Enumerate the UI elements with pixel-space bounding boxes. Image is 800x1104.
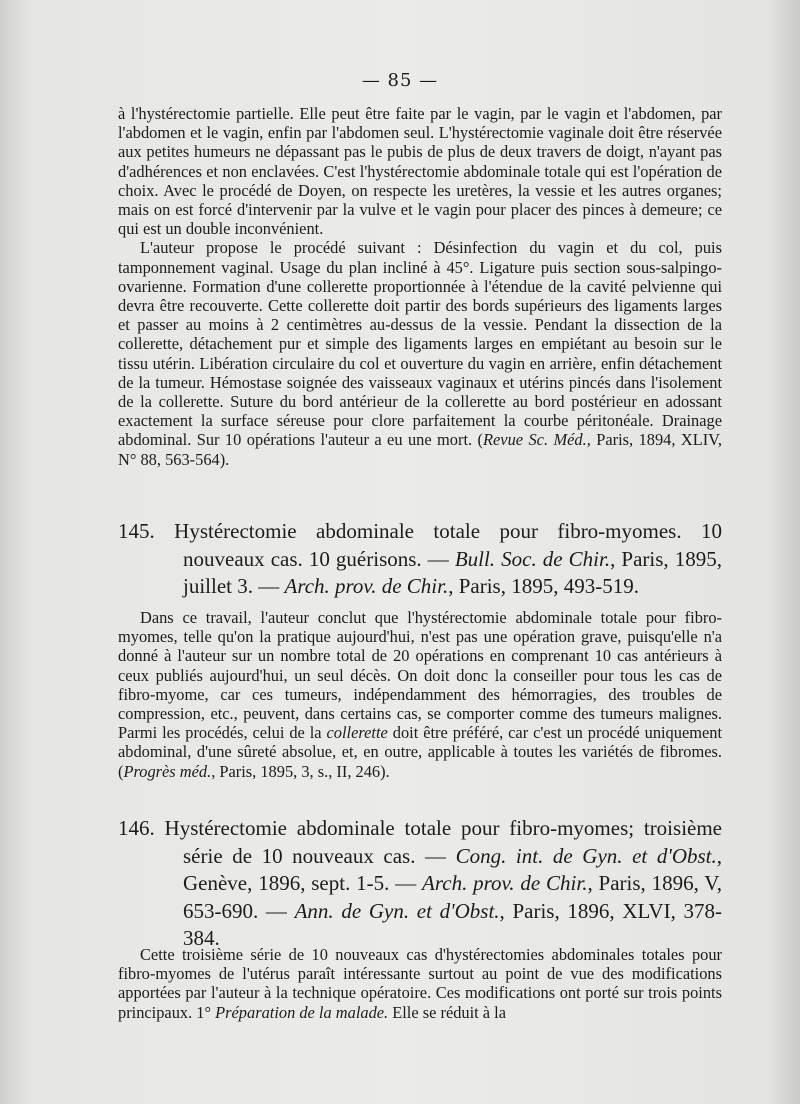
summary-146: Cette troisième série de 10 nouveaux cas d'hystérectomies abdominales totales pour fibro-myomes de l'utérus paraît intéressante surtout au point de vue des modifications apportées par l'auteur à la technique opératoire. Ces modifications ont porté sur trois points principaux. 1° Préparation de la malade. Elle se réduit à la [118,945,722,1022]
paragraph-hysterectomy-routes: à l'hystérectomie partielle. Elle peut être faite par le vagin, par le vagin et l'abdomen, par l'abdomen et le vagin, enfin par l'abdomen seul. L'hystérectomie vaginale doit être réservée aux petites humeurs ne dépassant pas le pubis de plus de deux travers de doigt, n'ayant pas d'adhérences et non enclavées. C'est l'hystérectomie abdominale totale qui est l'opération de choix. Avec le procédé de Doyen, on respecte les uretères, la vessie et les autres organes; mais on est forcé d'intervenir par la vulve et le vagin pour placer des pinces à demeure; ce qui est un double inconvénient. [118,104,722,239]
reference-journal: Ann. de Gyn. et d'Obst. [294,898,500,923]
reference-journal: Revue Sc. Méd. [483,430,587,450]
emphasis-term: Préparation de la malade. [215,1002,389,1022]
summary-145: Dans ce travail, l'auteur conclut que l'hystérectomie abdominale totale pour fibro-myomes, telle qu'on la pratique aujourd'hui, n'est pas une opération grave, puisqu'elle n'a donné à l'auteur sur un nombre total de 20 opérations en comprenant 10 cas antérieurs à ceux publiés aujourd'hui, un seul décès. On doit donc la conseiller pour tous les cas de fibro-myome, car ces tumeurs, indépendamment des hémorragies, des troubles de compression, etc., peuvent, dans certains cas, se comporter comme des tumeurs malignes. Parmi les procédés, celui de la collerette doit être préféré, car c'est un procédé uniquement abdominal, d'une sûreté absolue, et, en outre, applicable à toutes les variétés de fibromes. (Progrès méd., Paris, 1895, 3, s., II, 246). [118,608,723,781]
paragraph-author-procedure: L'auteur propose le procédé suivant : Désinfection du vagin et du col, puis tamponnement vaginal. Usage du plan incliné à 45°. Ligature puis section sous-salpingo-ovarienne. Formation d'une collerette proportionnée à l'étendue de la cavité pelvienne qui devra être recouverte. Cette collerette doit partir des bords supérieurs des ligaments larges et passer au moins à 2 centimètres au-dessus de la vessie. Pendant la dissection de la collerette, détachement pur et simple des ligaments larges en empiétant au besoin sur le tissu utérin. Libération circulaire du col et ouverture du vagin en arrière, enfin détachement de la tumeur. Hémostase soignée des vaisseaux vaginaux et utérins pincés dans l'isolement de la collerette. Suture du bord antérieur de la collerette au bord postérieur en adossant exactement la surface séreuse pour clore parfaitement la courbe péritonéale. Drainage abdominal. Sur 10 opérations l'auteur a eu une mort. (Revue Sc. Méd., Paris, 1894, XLIV, N° 88, 563-564). [118,238,723,469]
bibliography-entry-146: 146. Hystérectomie abdominale totale pour fibro-myomes; troisième série de 10 nouveaux cas. — Cong. int. de Gyn. et d'Obst., Genève, 1896, sept. 1-5. — Arch. prov. de Chir., Paris, 1896, V, 653-690. — Ann. de Gyn. et d'Obst., Paris, 1896, XLVI, 378-384. [118,816,723,950]
reference-journal: Arch. prov. de Chir. [284,574,449,598]
continuation-text [118,104,722,469]
reference-journal: Arch. prov. de Chir. [422,871,588,895]
entry-number: 145. [118,519,155,543]
reference-journal: Progrès méd. [123,761,212,781]
entry-title: Hystérectomie abdominale totale pour fibro-myomes; troisième série de 10 nouveaux cas. — [164,816,723,868]
page-number: — 85 — [361,70,439,91]
reference-journal: Bull. Soc. de Chir. [454,546,611,571]
reference-journal: Cong. int. de Gyn. et d'Obst. [455,843,717,868]
emphasis-term: collerette [326,723,388,743]
bibliography-entry-145: 145. Hystérectomie abdominale totale pour fibro-myomes. 10 nouveaux cas. 10 guérisons. — Bull. Soc. de Chir., Paris, 1895, juillet 3. — Arch. prov. de Chir., Paris, 1895, 493-519. [118,519,723,598]
entry-number: 146. [118,816,155,840]
entry-title: Hystérectomie abdominale totale pour fibro-myomes. 10 nouveaux cas. 10 guérisons. — [174,519,722,571]
